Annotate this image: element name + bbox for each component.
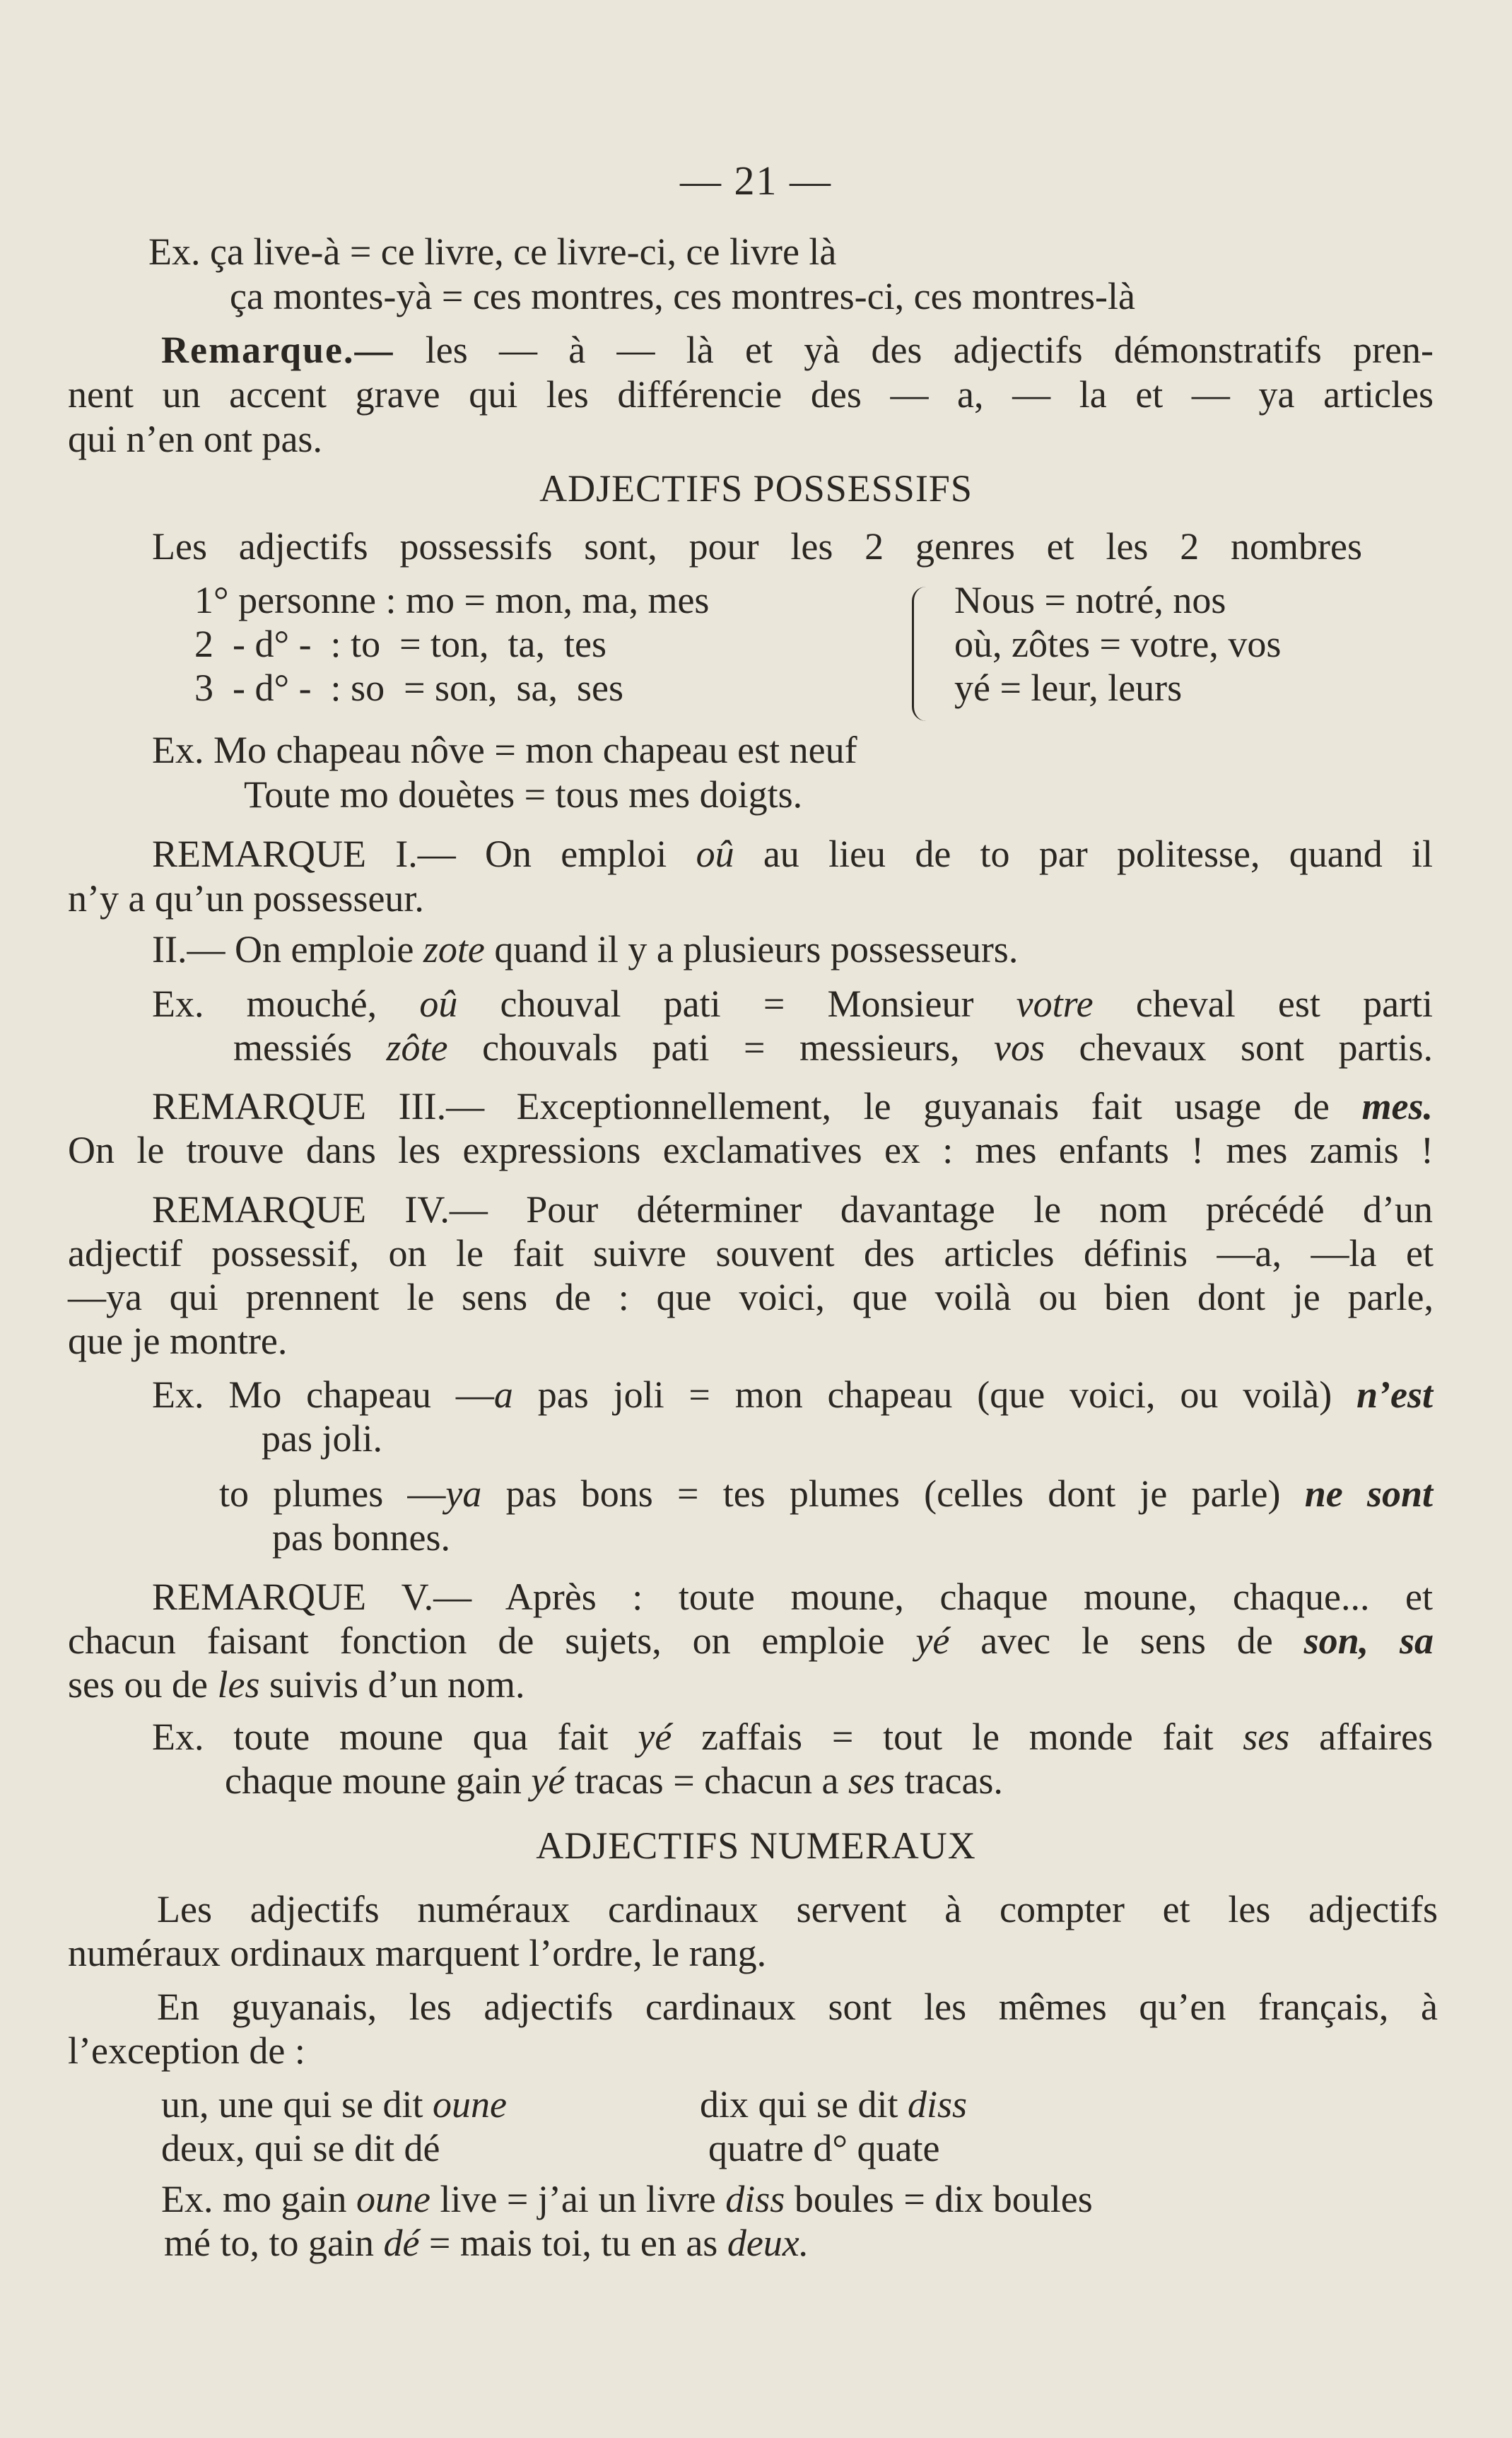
table-row: yé = leur, leurs: [954, 667, 1183, 709]
table-row: 3 - d° - : so = son, sa, ses: [194, 667, 624, 709]
text-line: pas bonnes.: [272, 1516, 450, 1559]
text-line: l’exception de :: [68, 2029, 305, 2072]
text-line: Les adjectifs numéraux cardinaux servent à compter et les adjectifs: [157, 1888, 1438, 1930]
text-line: REMARQUE V.— Après : toute moune, chaque moune, chaque... et: [152, 1576, 1433, 1618]
text-line: II.— On emploie zote quand il y a plusieurs possesseurs.: [152, 928, 1019, 971]
text-line: ça montes-yà = ces montres, ces montres-ci, ces montres-là: [230, 275, 1135, 317]
text-line: nent un accent grave qui les différencie des — a, — la et — ya articles: [68, 373, 1434, 416]
text-line: adjectif possessif, on le fait suivre souvent des articles définis —a, —la et: [68, 1232, 1434, 1274]
text-line: chacun faisant fonction de sujets, on emploie yé avec le sens de son, sa: [68, 1619, 1434, 1662]
text-line: Ex. mo gain oune live = j’ai un livre diss boules = dix boules: [161, 2178, 1093, 2220]
text-line: Toute mo douètes = tous mes doigts.: [244, 773, 803, 816]
table-row: 1° personne : mo = mon, ma, mes: [194, 579, 710, 621]
numeral-entry: quatre d° quate: [708, 2127, 940, 2169]
text-line: REMARQUE IV.— Pour déterminer davantage le nom précédé d’un: [152, 1188, 1433, 1231]
text-line: pas joli.: [262, 1417, 382, 1460]
text-line: REMARQUE I.— On emploi oû au lieu de to par politesse, quand il: [152, 833, 1434, 875]
section-heading: ADJECTIFS POSSESSIFS: [539, 467, 973, 510]
text-line: Ex. toute moune qua fait yé zaffais = tout le monde fait ses affaires: [152, 1716, 1433, 1758]
text-line: Les adjectifs possessifs sont, pour les 2 genres et les 2 nombres: [152, 525, 1362, 568]
text-line: chaque moune gain yé tracas = chacun a ses tracas.: [225, 1759, 1003, 1802]
text-line: On le trouve dans les expressions exclamatives ex : mes enfants ! mes zamis !: [68, 1129, 1434, 1171]
text-line: —ya qui prennent le sens de : que voici, que voilà ou bien dont je parle,: [68, 1276, 1434, 1318]
text-line: to plumes —ya pas bons = tes plumes (celles dont je parle) ne sont: [219, 1472, 1433, 1515]
text-line: Ex. ça live-à = ce livre, ce livre-ci, ce livre là: [148, 230, 837, 273]
numeral-entry: dix qui se dit diss: [700, 2083, 968, 2126]
text-line: qui n’en ont pas.: [68, 418, 322, 460]
text-line: Ex. mouché, oû chouval pati = Monsieur votre cheval est parti: [152, 983, 1434, 1025]
numeral-entry: un, une qui se dit oune: [161, 2083, 507, 2126]
text-line: En guyanais, les adjectifs cardinaux sont les mêmes qu’en français, à: [157, 1986, 1438, 2028]
table-row: Nous = notré, nos: [954, 579, 1226, 621]
brace-glyph: [912, 587, 935, 721]
table-row: où, zôtes = votre, vos: [954, 623, 1282, 665]
text-line: Ex. Mo chapeau nôve = mon chapeau est neuf: [152, 729, 857, 771]
text-line: Remarque.— les — à — là et yà des adjectifs démonstratifs pren-: [161, 329, 1434, 371]
text-line: Ex. Mo chapeau —a pas joli = mon chapeau (que voici, ou voilà) n’est: [152, 1373, 1434, 1416]
section-heading: ADJECTIFS NUMERAUX: [536, 1824, 976, 1867]
text-line: REMARQUE III.— Exceptionnellement, le guyanais fait usage de mes.: [152, 1085, 1434, 1127]
text-line: que je montre.: [68, 1320, 288, 1362]
remark-label: Remarque.—: [161, 329, 394, 371]
text-line: mé to, to gain dé = mais toi, tu en as deux.: [164, 2222, 809, 2264]
text-line: ses ou de les suivis d’un nom.: [68, 1663, 525, 1706]
text-line: messiés zôte chouvals pati = messieurs, vos chevaux sont partis.: [233, 1026, 1433, 1069]
page-number: — 21 —: [680, 158, 832, 204]
text-line: numéraux ordinaux marquent l’ordre, le rang.: [68, 1932, 767, 1974]
table-row: 2 - d° - : to = ton, ta, tes: [194, 623, 606, 665]
text-line: n’y a qu’un possesseur.: [68, 877, 424, 920]
numeral-entry: deux, qui se dit dé: [161, 2127, 440, 2169]
